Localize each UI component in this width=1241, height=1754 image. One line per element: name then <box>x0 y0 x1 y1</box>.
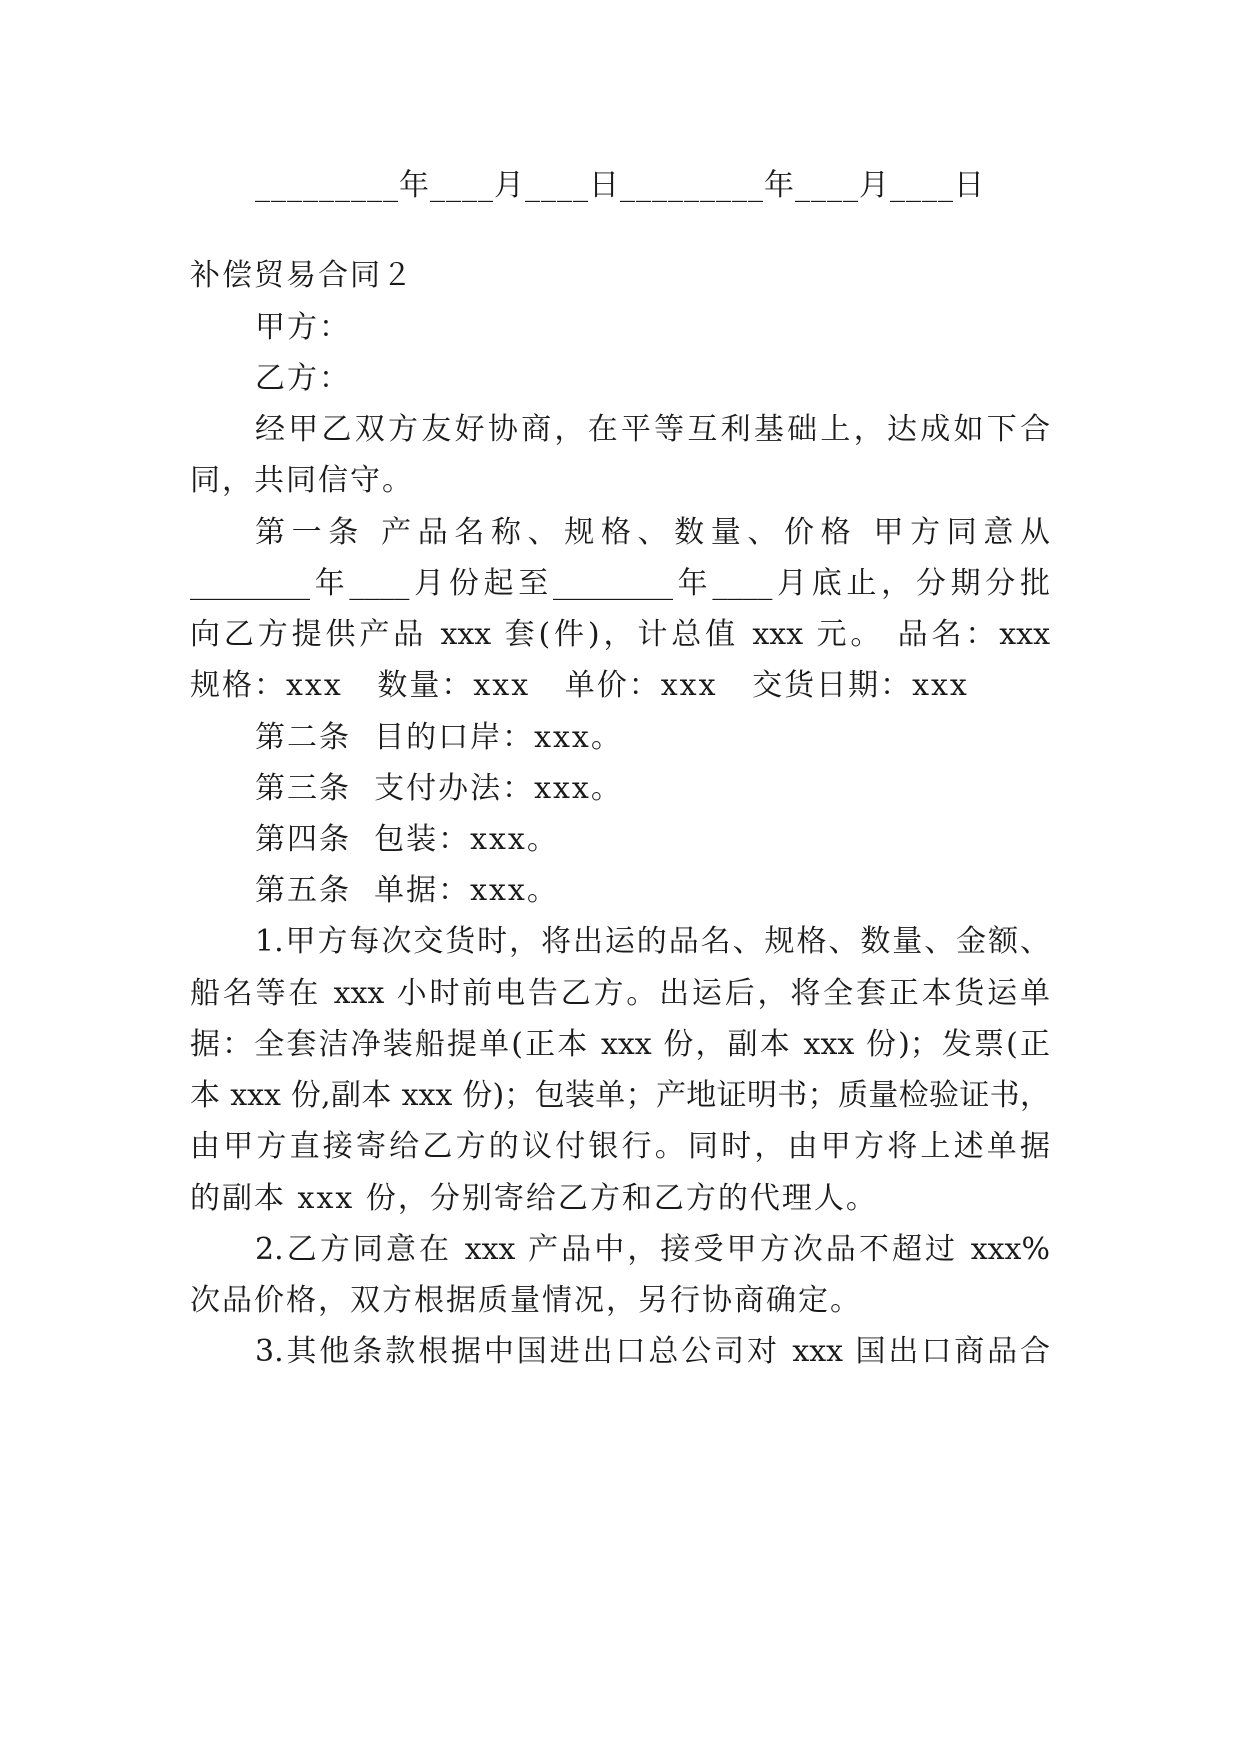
signature-date-line: _________年____月____日_________年____月____日 <box>255 168 985 203</box>
article-4: 第四条 包装：xxx。 <box>255 822 559 857</box>
intro-line-2: 同，共同信守。 <box>190 463 414 498</box>
clause-1-line-6: 的副本 xxx 份，分别寄给乙方和乙方的代理人。 <box>190 1181 878 1216</box>
article-2: 第二条 目的口岸：xxx。 <box>255 720 623 755</box>
article-1-line-4: 规格：xxx 数量：xxx 单价：xxx 交货日期：xxx <box>190 668 969 703</box>
article-3: 第三条 支付办法：xxx。 <box>255 771 623 806</box>
article-1-line-2: ________年____月份起至________年____月底止，分期分批 <box>190 566 1050 601</box>
party-a-label: 甲方： <box>255 310 351 345</box>
clause-2-line-2: 次品价格，双方根据质量情况，另行协商确定。 <box>190 1283 862 1318</box>
article-1-line-3: 向乙方提供产品 xxx 套(件)，计总值 xxx 元。 品名：xxx <box>190 617 1050 652</box>
party-b-label: 乙方： <box>255 361 351 396</box>
clause-2-line-1: 2.乙方同意在 xxx 产品中，接受甲方次品不超过 xxx% <box>255 1232 1050 1267</box>
clause-1-line-1: 1.甲方每次交货时，将出运的品名、规格、数量、金额、 <box>255 924 1050 959</box>
clause-1-line-5: 由甲方直接寄给乙方的议付银行。同时，由甲方将上述单据 <box>190 1129 1050 1164</box>
clause-1-line-2: 船名等在 xxx 小时前电告乙方。出运后，将全套正本货运单 <box>190 976 1050 1011</box>
article-5: 第五条 单据：xxx。 <box>255 873 559 908</box>
intro-line-1: 经甲乙双方友好协商，在平等互利基础上，达成如下合 <box>255 412 1050 447</box>
document-title: 补偿贸易合同２ <box>190 258 414 293</box>
article-1-line-1: 第一条 产品名称、规格、数量、价格 甲方同意从 <box>255 515 1050 550</box>
clause-1-line-3: 据：全套洁净装船提单(正本 xxx 份，副本 xxx 份)；发票(正 <box>190 1027 1050 1062</box>
clause-3-line-1: 3.其他条款根据中国进出口总公司对 xxx 国出口商品合 <box>255 1334 1050 1369</box>
clause-1-line-4: 本 xxx 份,副本 xxx 份)；包装单；产地证明书；质量检验证书， <box>190 1078 1050 1113</box>
